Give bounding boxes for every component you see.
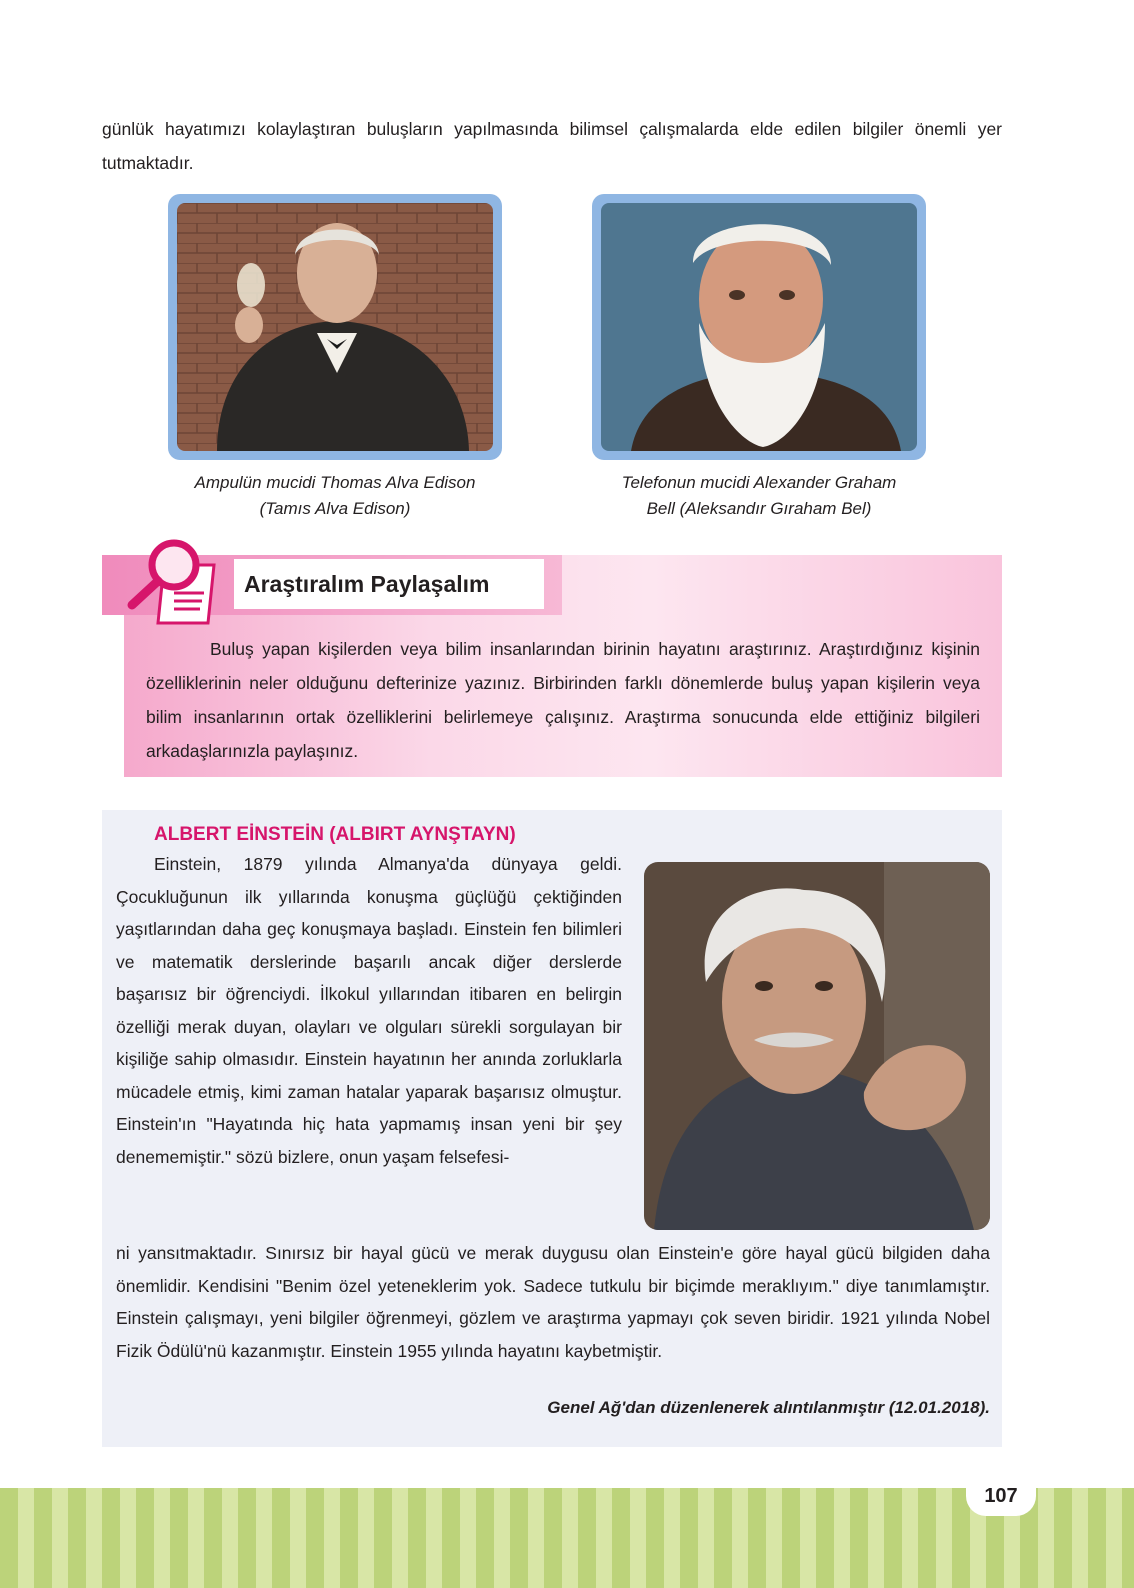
bell-caption-line2: Bell (Aleksandır Gıraham Bel) — [646, 499, 872, 518]
edison-portrait-image — [177, 203, 493, 451]
einstein-photo — [644, 862, 990, 1230]
magnifier-document-icon — [122, 535, 232, 625]
research-section — [102, 555, 1002, 777]
bell-caption — [578, 470, 940, 522]
research-text: Buluş yapan kişilerden veya bilim insanlarından birinin hayatını araştırınız. Araştırdığınız kişinin özelliklerinin neler olduğunu defterinize yazınız. Birbirinden farklı dönemlerde buluş yapan kişilerin veya bilim insanlarının ortak özelliklerini belirlemeye çalışınız. Araştırma sonucunda elde ettiğiniz bilgileri arkadaşlarınızla paylaşınız. — [146, 639, 980, 761]
footer-stripes — [0, 1488, 1134, 1588]
edison-caption-line2: (Tamıs Alva Edison) — [259, 499, 411, 518]
page-number: 107 — [966, 1476, 1036, 1516]
bio-text-bottom: ni yansıtmaktadır. Sınırsız bir hayal gücü ve merak duygusu olan Einstein'e göre hayal gücü bilgiden daha önemlidir. Kendisini "Benim özel yeteneklerim yok. Sadece tutkulu bir biçimde meraklıyım." diye tanımlamıştır. Einstein çalışmayı, yeni bilgiler öğrenmeyi, gözlem ve araştırma yapmayı çok seven biridir. 1921 yılında Nobel Fizik Ödülü'nü kazanmıştır. Einstein 1955 yılında hayatını kaybetmiştir. — [116, 1243, 990, 1361]
einstein-bio-box — [102, 810, 1002, 1447]
edison-photo — [168, 194, 502, 460]
intro-paragraph: günlük hayatımızı kolaylaştıran buluşların yapılmasında bilimsel çalışmalarda elde edilen bilgiler önemli yer tutmaktadır. — [102, 119, 1002, 173]
bell-caption-line1: Telefonun mucidi Alexander Graham — [621, 473, 897, 492]
bio-text-top — [116, 848, 622, 1173]
bio-title: ALBERT EİNSTEİN (ALBIRT AYNŞTAYN) — [154, 824, 516, 845]
research-title-box — [234, 559, 544, 609]
bell-photo — [592, 194, 926, 460]
bio-source-citation: Genel Ağ'dan düzenlenerek alıntılanmıştır (12.01.2018). — [547, 1398, 990, 1417]
bio-paragraph-top: Einstein, 1879 yılında Almanya'da dünyaya geldi. Çocukluğunun ilk yıllarında konuşma güçlüğü çektiğinden yaşıtlarından daha geç konuşmaya başladı. Einstein fen bilimleri ve matematik derslerinde başarılı ancak diğer derslerde başarısız bir öğrenciydi. İlkokul yıllarından itibaren en belirgin özelliği merak duyan, olayları ve olguları sürekli sorgulayan bir kişiliğe sahip olmasıdır. Einstein hayatının her anında zorluklarla mücadele etmiş, kimi zaman hatalar yaparak başarısız olmuştur. Einstein'ın "Hayatında hiç hata yapmamış insan yeni bir şey denememiştir." sözü bizlere, onun yaşam felsefesi- — [116, 854, 622, 1167]
einstein-portrait-image — [644, 862, 990, 1230]
research-title: Araştıralım Paylaşalım — [244, 570, 490, 597]
bell-portrait-image — [601, 203, 917, 451]
edison-caption-line1: Ampulün mucidi Thomas Alva Edison — [194, 473, 476, 492]
edison-caption — [150, 470, 520, 522]
